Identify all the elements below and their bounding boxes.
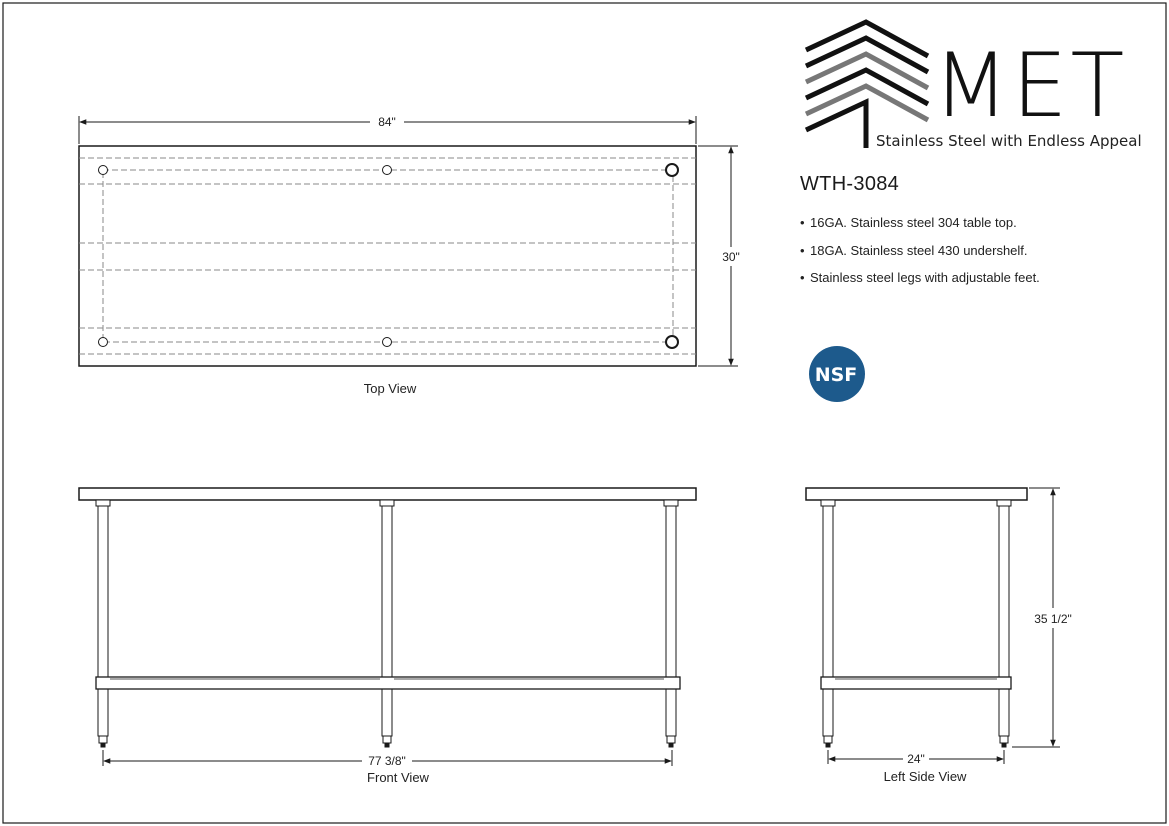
top-view-leg-markers (99, 164, 679, 348)
side-tabletop (806, 488, 1027, 500)
top-view-outline (79, 146, 696, 366)
brand-logo (806, 22, 1142, 150)
side-leg-span-label: 24" (907, 752, 925, 766)
side-height-dimension (1012, 488, 1072, 747)
top-depth-dimension (698, 146, 740, 366)
front-leg-left (98, 506, 108, 736)
front-view-caption: Front View (367, 770, 429, 785)
side-leg-span-dimension (828, 750, 1004, 766)
front-tabletop (79, 488, 696, 500)
feature-item: • Stainless steel legs with adjustable feet. (800, 270, 1040, 285)
brand-tagline: Stainless Steel with Endless Appeal (876, 132, 1142, 150)
side-height-label: 35 1/2" (1034, 612, 1072, 626)
feature-text: Stainless steel legs with adjustable feet. (810, 270, 1040, 285)
top-view (79, 115, 740, 396)
brand-name: MET (933, 34, 1128, 137)
top-width-label: 84" (378, 115, 396, 129)
chevron-stack-icon (806, 22, 928, 148)
feature-list (800, 214, 1040, 297)
top-view-caption: Top View (363, 381, 417, 396)
model-number: WTH-3084 (800, 173, 900, 195)
feature-item: • 16GA. Stainless steel 304 table top. (800, 215, 1017, 230)
feature-text: 18GA. Stainless steel 430 undershelf. (810, 242, 1028, 258)
side-leg-back (999, 506, 1009, 736)
front-view (79, 488, 696, 747)
front-leg-right (666, 506, 676, 736)
front-leg-span-dimension (103, 750, 672, 768)
feature-text: 16GA. Stainless steel 304 table top. (810, 215, 1017, 230)
side-view (806, 488, 1027, 747)
front-leg-middle (382, 506, 392, 736)
feature-item: • 18GA. Stainless steel 430 undershelf. (800, 242, 1028, 258)
side-leg-front (823, 506, 833, 736)
top-depth-label: 30" (722, 250, 740, 264)
side-view-caption: Left Side View (883, 769, 967, 784)
top-view-hidden-lines (79, 158, 696, 354)
top-width-dimension (79, 115, 696, 144)
nsf-badge (809, 346, 865, 402)
front-leg-span-label: 77 3/8" (368, 754, 406, 768)
nsf-badge-label: NSF (814, 364, 858, 386)
